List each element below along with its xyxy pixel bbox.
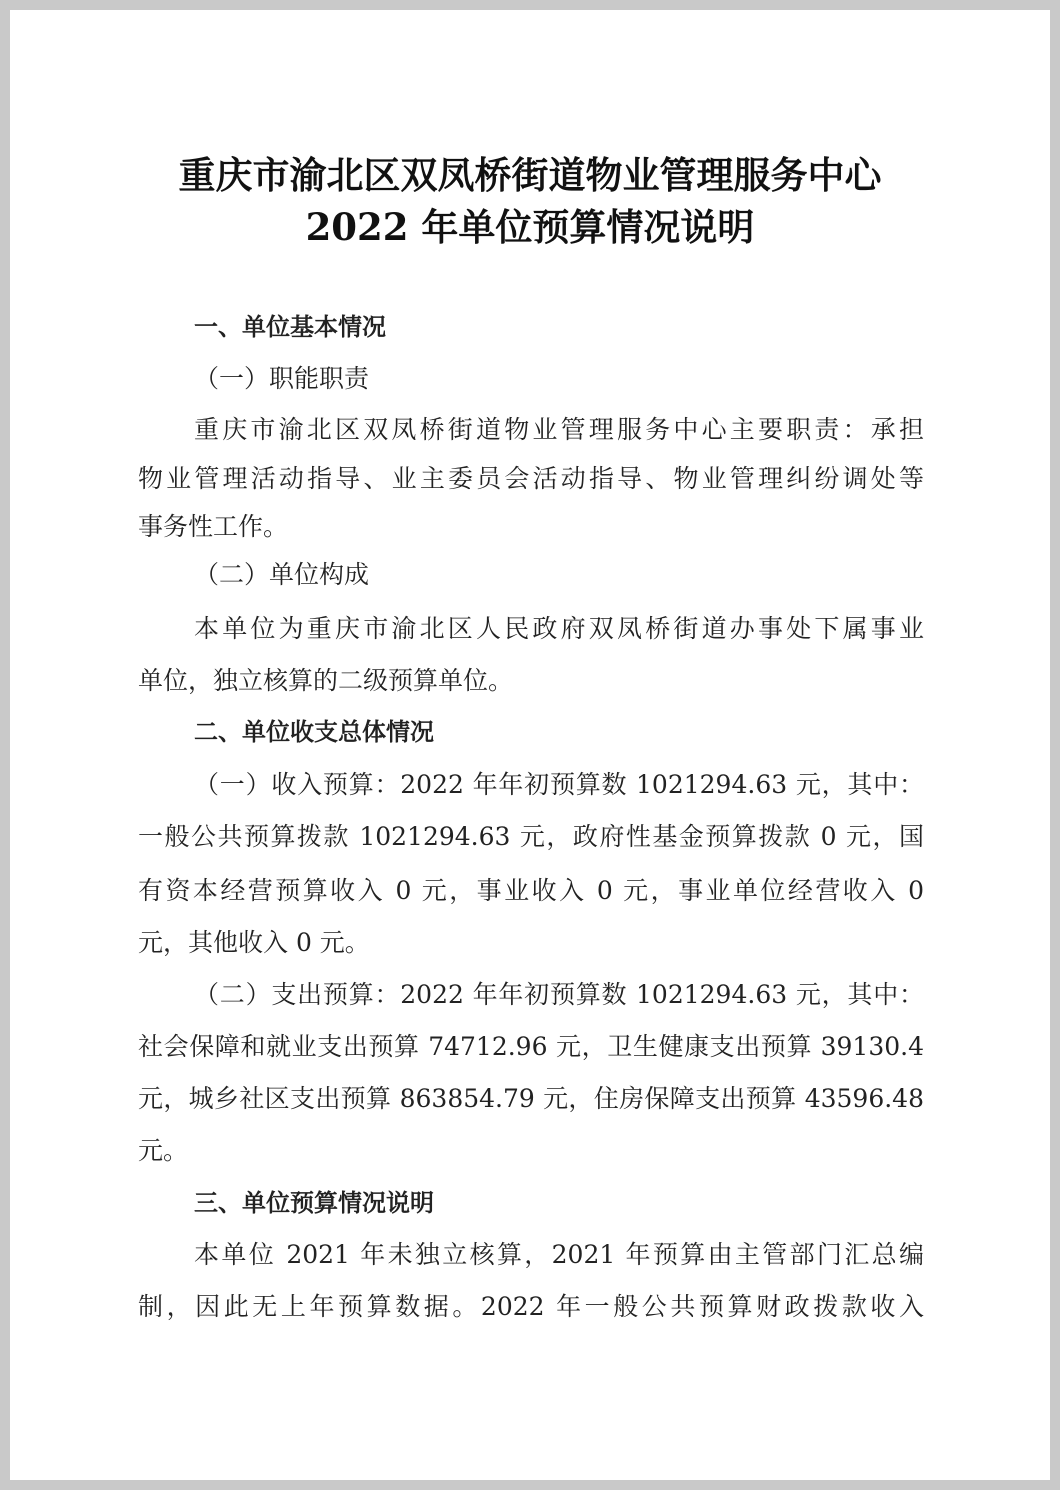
paragraph-line: （一）收入预算：2022 年年初预算数 1021294.63 元，其中： — [194, 770, 924, 799]
section-heading: 一、单位基本情况 — [194, 313, 386, 341]
paragraph-line: 本单位 2021 年未独立核算，2021 年预算由主管部门汇总编 — [194, 1240, 924, 1269]
paragraph-line: （二）支出预算：2022 年年初预算数 1021294.63 元，其中： — [194, 980, 924, 1009]
paragraph-line: 物业管理活动指导、业主委员会活动指导、物业管理纠纷调处等 — [138, 464, 924, 493]
paragraph-line: 一般公共预算拨款 1021294.63 元，政府性基金预算拨款 0 元，国 — [138, 822, 924, 851]
section-heading: 二、单位收支总体情况 — [194, 718, 434, 746]
paragraph-line: 本单位为重庆市渝北区人民政府双凤桥街道办事处下属事业 — [194, 614, 924, 643]
paragraph-line: 事务性工作。 — [138, 512, 289, 541]
document-title-line-2: 2022 年单位预算情况说明 — [305, 205, 755, 249]
document-page — [10, 10, 1050, 1480]
paragraph-line: 元，城乡社区支出预算 863854.79 元，住房保障支出预算 43596.48 — [138, 1084, 924, 1113]
paragraph-line: 重庆市渝北区双凤桥街道物业管理服务中心主要职责：承担 — [194, 415, 924, 444]
paragraph-line: 制，因此无上年预算数据。2022 年一般公共预算财政拨款收入 — [138, 1292, 924, 1321]
document-title-line-1: 重庆市渝北区双凤桥街道物业管理服务中心 — [178, 153, 882, 197]
paragraph-line: 元，其他收入 0 元。 — [138, 928, 370, 957]
paragraph-line: 元。 — [138, 1136, 189, 1165]
paragraph-line: 单位，独立核算的二级预算单位。 — [138, 666, 514, 695]
section-heading: 三、单位预算情况说明 — [194, 1189, 434, 1217]
subsection-heading: （一）职能职责 — [194, 364, 370, 393]
subsection-heading: （二）单位构成 — [194, 560, 370, 589]
paragraph-line: 有资本经营预算收入 0 元，事业收入 0 元，事业单位经营收入 0 — [138, 876, 924, 905]
paragraph-line: 社会保障和就业支出预算 74712.96 元，卫生健康支出预算 39130.4 — [138, 1032, 924, 1061]
